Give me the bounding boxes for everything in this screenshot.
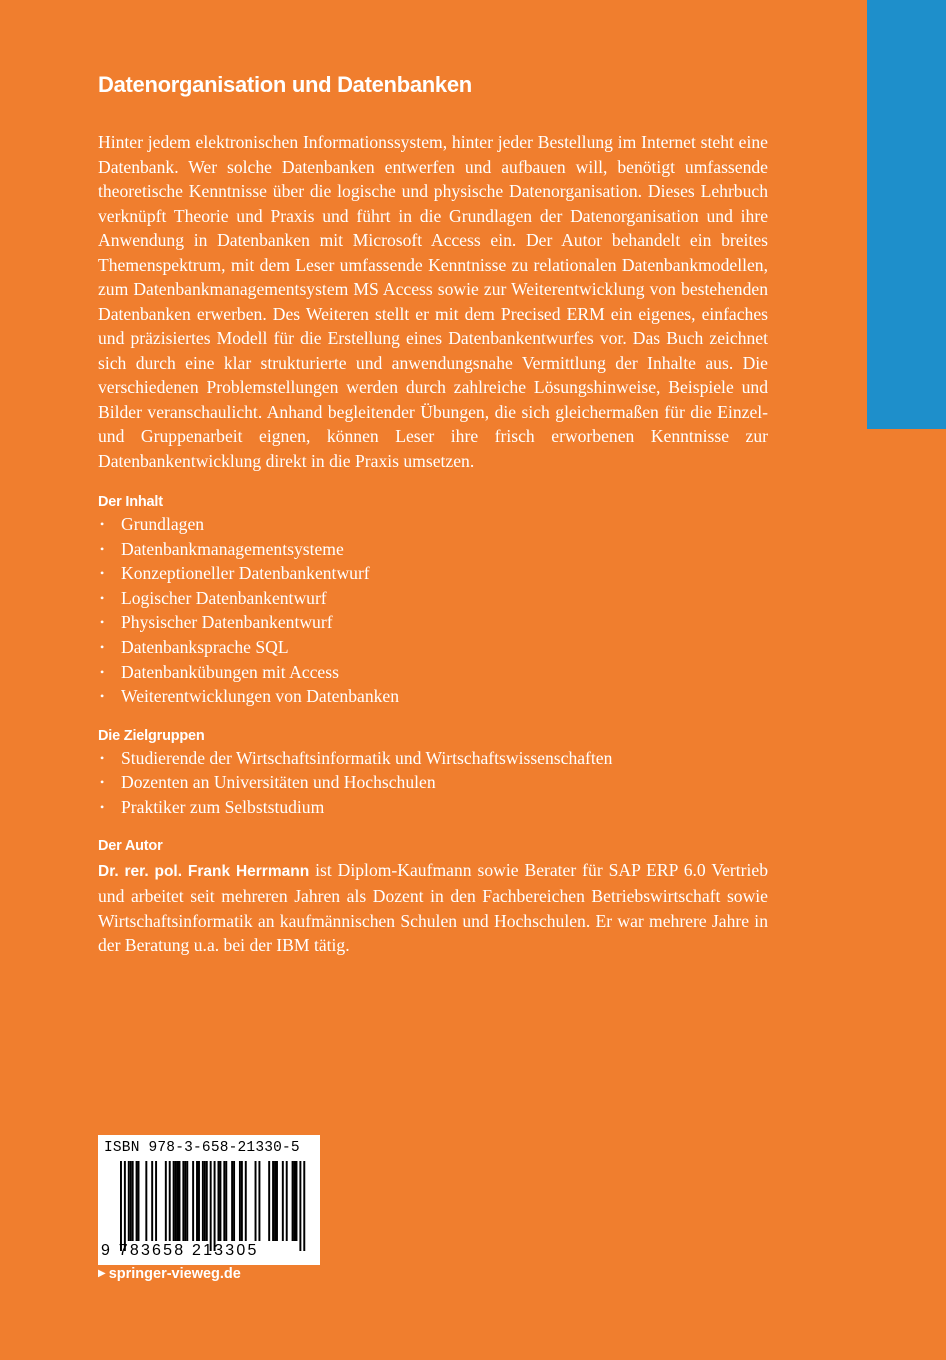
- list-item: • Praktiker zum Selbststudium: [98, 795, 768, 820]
- barcode-bar: [192, 1161, 194, 1241]
- barcode-bar: [294, 1161, 296, 1241]
- publisher-url: springer-vieweg.de: [108, 1266, 241, 1282]
- author-name: Dr. rer. pol. Frank Herrmann: [98, 862, 310, 880]
- barcode-bar: [258, 1161, 260, 1241]
- barcode-bar: [151, 1161, 153, 1241]
- list-item: • Studierende der Wirtschaftsinformatik und Wirtschaftswissenschaften: [98, 746, 768, 771]
- list-item: • Datenbanksprache SQL: [98, 635, 768, 660]
- barcode-bar: [132, 1161, 134, 1241]
- barcode-bar: [173, 1161, 175, 1241]
- list-item: • Weiterentwicklungen von Datenbanken: [98, 684, 768, 709]
- barcode-digits: 9 783658 213305: [101, 1242, 259, 1259]
- list-item: • Physischer Datenbankentwurf: [98, 610, 768, 635]
- contents-list: [98, 512, 768, 709]
- barcode-bar: [196, 1161, 198, 1241]
- barcode-bar: [177, 1161, 179, 1241]
- barcode-bar: [303, 1161, 305, 1251]
- author-bio-text: ist Diplom-Kaufmann sowie Berater für SAP ERP 6.0 Vertrieb und arbeitet seit mehreren Jahren als Dozent in den Fachbereichen Betriebswirtschaft sowie Wirtschaftsinformatik an kaufmännischen Schulen und Hochschulen. Er war mehrere Jahre in der Beratung u.a. bei der IBM tätig.: [98, 859, 768, 956]
- barcode-bar: [272, 1161, 274, 1241]
- back-cover-content: [98, 70, 768, 958]
- barcode-bar: [276, 1161, 278, 1241]
- barcode-bar: [128, 1161, 130, 1241]
- barcode-bar: [299, 1161, 301, 1251]
- barcode-bar: [210, 1161, 212, 1251]
- barcode-bar: [138, 1161, 140, 1241]
- barcode-bar: [296, 1161, 298, 1241]
- publisher-link[interactable]: [98, 1264, 241, 1284]
- barcode-bar: [225, 1161, 227, 1241]
- barcode-bar: [130, 1161, 132, 1241]
- barcode-bar: [274, 1161, 276, 1241]
- barcode-bar: [218, 1161, 220, 1241]
- barcode-bar: [186, 1161, 188, 1241]
- barcode-bar: [241, 1161, 243, 1241]
- barcode-bar: [204, 1161, 206, 1241]
- barcode-bar: [202, 1161, 204, 1241]
- barcode-bar: [239, 1161, 241, 1241]
- isbn-barcode: [98, 1135, 320, 1265]
- barcode-bar: [155, 1161, 157, 1241]
- list-item: • Datenbankübungen mit Access: [98, 660, 768, 685]
- barcode-bar: [231, 1161, 233, 1241]
- barcode-bar: [124, 1161, 126, 1251]
- contents-heading: Der Inhalt: [98, 494, 163, 510]
- barcode-bar: [282, 1161, 284, 1241]
- list-item: • Datenbankmanagementsysteme: [98, 537, 768, 562]
- barcode-bar: [214, 1161, 216, 1251]
- barcode-bar: [120, 1161, 122, 1251]
- barcode-bar: [219, 1161, 221, 1241]
- barcode-bar: [179, 1161, 181, 1241]
- audience-heading: Die Zielgruppen: [98, 727, 205, 744]
- list-item: • Dozenten an Universitäten und Hochschulen: [98, 770, 768, 795]
- barcode-bar: [292, 1161, 294, 1241]
- barcode-bar: [169, 1161, 171, 1241]
- barcode-bar: [233, 1161, 235, 1241]
- barcode-bar: [268, 1161, 270, 1241]
- barcode-bar: [206, 1161, 208, 1241]
- book-title: Datenorganisation und Datenbanken: [98, 72, 472, 97]
- barcode-bar: [136, 1161, 138, 1241]
- author-bio: [98, 858, 768, 958]
- barcode-bar: [223, 1161, 225, 1241]
- barcode-bar: [245, 1161, 247, 1241]
- barcode-bar: [255, 1161, 257, 1241]
- barcode-bar: [165, 1161, 167, 1241]
- list-item: • Logischer Datenbankentwurf: [98, 586, 768, 611]
- barcode-bar: [182, 1161, 184, 1241]
- isbn-label: ISBN 978-3-658-21330-5: [104, 1140, 300, 1156]
- barcode-bar: [198, 1161, 200, 1241]
- blue-side-band: [867, 0, 946, 429]
- book-description: Hinter jedem elektronischen Informationssystem, hinter jeder Bestellung im Internet steht eine Datenbank. Wer solche Datenbanken entwerfen und aufbauen will, benötigt umfassende theoretische Kenntnisse über die logische und physische Datenorganisation. Dieses Lehrbuch verknüpft Theorie und Praxis und führt in die Grundlagen der Datenorganisation und ihre Anwendung in Datenbanken mit Microsoft Access ein. Der Autor behandelt ein breites Themenspektrum, mit dem Leser umfassende Kenntnisse zu relationalen Datenbankmodellen, zum Datenbankmanagementsystem MS Access sowie zur Weiterentwicklung von bestehenden Datenbanken erwerben. Des Weiteren stellt er mit dem Precised ERM ein eigenes, einfaches und präzisiertes Modell für die Erstellung eines Datenbankentwurfes vor. Das Buch zeichnet sich durch eine klar strukturierte und anwendungsnahe Vermittlung der Inhalte aus. Die verschiedenen Problemstellungen werden durch zahlreiche Lösungshinweise, Beispiele und Bilder veranschaulicht. Anhand begleitender Übungen, die sich gleichermaßen für die Einzel- und Gruppenarbeit eignen, können Leser ihre frisch erworbenen Kenntnisse zur Datenbankentwicklung direkt in die Praxis umsetzen.: [98, 132, 768, 471]
- barcode-bar: [175, 1161, 177, 1241]
- barcode-bar: [184, 1161, 186, 1241]
- list-item: • Grundlagen: [98, 512, 768, 537]
- triangle-right-icon: ▶: [98, 1268, 106, 1279]
- audience-list: [98, 746, 768, 820]
- list-item: • Konzeptioneller Datenbankentwurf: [98, 561, 768, 586]
- barcode-bar: [145, 1161, 147, 1241]
- barcode-bar: [286, 1161, 288, 1241]
- author-heading: Der Autor: [98, 837, 163, 854]
